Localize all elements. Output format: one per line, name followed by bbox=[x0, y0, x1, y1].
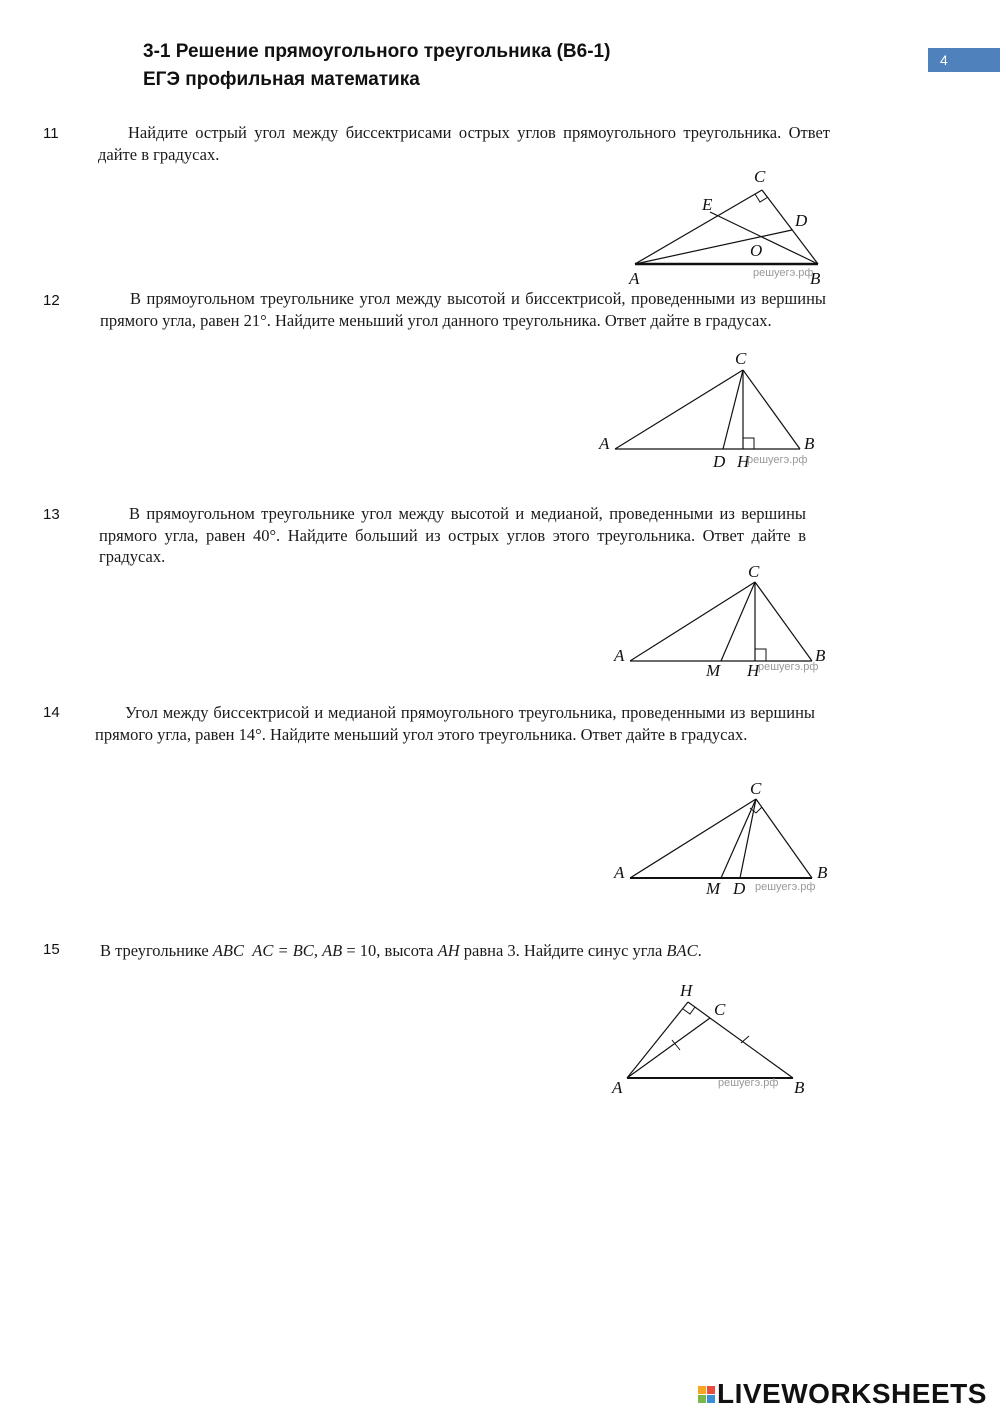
label-h: H bbox=[737, 452, 750, 471]
label-c: C bbox=[754, 167, 766, 186]
t15-part: , bbox=[313, 941, 323, 960]
task-14-figure bbox=[600, 775, 840, 905]
label-a: A bbox=[599, 434, 610, 453]
bisector-ad bbox=[635, 230, 792, 264]
right-angle-mark bbox=[743, 438, 754, 449]
page-number-badge: 4 bbox=[928, 48, 1000, 72]
label-c: C bbox=[750, 779, 762, 798]
label-a: A bbox=[614, 863, 625, 882]
label-m: M bbox=[706, 879, 721, 898]
watermark: решуегэ.рф bbox=[753, 267, 814, 279]
tick-cb bbox=[741, 1036, 749, 1043]
side-ac bbox=[630, 582, 755, 661]
side-cb bbox=[756, 799, 812, 878]
task-14-text-content: Угол между биссектрисой и медианой прямоугольного треугольника, проведенными из вершины прямого угла, равен 14°. Найдите меньший угол этого треугольника. Ответ дайте в градусах. bbox=[95, 703, 815, 744]
label-h: H bbox=[680, 981, 693, 1000]
task-12-figure bbox=[595, 345, 835, 475]
task-11-text-content: Найдите острый угол между биссектрисами острых углов прямоугольного треугольника. Ответ дайте в градусах. bbox=[98, 123, 830, 164]
logo-square bbox=[698, 1386, 706, 1394]
bisector-cd bbox=[723, 370, 743, 449]
side-cb bbox=[762, 190, 818, 264]
logo-square bbox=[707, 1395, 715, 1403]
logo-mark-icon bbox=[698, 1386, 715, 1403]
t15-bac: BAC bbox=[666, 941, 698, 960]
t15-part bbox=[244, 941, 252, 960]
extension-hc bbox=[688, 1002, 710, 1018]
task-13-text bbox=[99, 503, 806, 568]
task-15-number: 15 bbox=[43, 941, 60, 958]
label-o: O bbox=[750, 241, 763, 260]
t15-part: равна 3. Найдите синус угла bbox=[459, 941, 667, 960]
task-11-figure bbox=[600, 160, 840, 290]
label-d: D bbox=[713, 452, 726, 471]
watermark: решуегэ.рф bbox=[758, 661, 819, 673]
side-ac bbox=[635, 190, 762, 264]
t15-abc: ABC bbox=[212, 941, 244, 960]
side-ac bbox=[615, 370, 743, 449]
task-15-figure bbox=[600, 970, 840, 1110]
label-h: H bbox=[747, 661, 760, 680]
side-cb bbox=[743, 370, 800, 449]
median-cm bbox=[721, 582, 755, 661]
side-ac bbox=[630, 799, 756, 878]
t15-part: В треугольнике bbox=[100, 941, 213, 960]
label-a: A bbox=[629, 269, 640, 288]
logo-square bbox=[707, 1386, 715, 1394]
label-a: A bbox=[612, 1078, 623, 1097]
label-a: A bbox=[614, 646, 625, 665]
page-title bbox=[143, 38, 610, 94]
watermark: решуегэ.рф bbox=[755, 881, 816, 893]
label-b: B bbox=[810, 269, 821, 288]
right-angle-mark bbox=[755, 649, 766, 661]
label-d: D bbox=[795, 211, 808, 230]
task-13-figure bbox=[600, 560, 840, 690]
title-line-1: 3-1 Решение прямоугольного треугольника (В6-1) bbox=[143, 41, 611, 62]
label-c: C bbox=[748, 562, 760, 581]
right-angle-mark bbox=[683, 1007, 695, 1014]
task-12-text bbox=[100, 288, 826, 331]
label-d: D bbox=[733, 879, 746, 898]
t15-part: . bbox=[697, 941, 702, 960]
label-c: C bbox=[735, 349, 747, 368]
label-b: B bbox=[815, 646, 826, 665]
task-11-number: 11 bbox=[43, 125, 59, 142]
task-13-text-content: В прямоугольном треугольнике угол между высотой и медианой, проведенными из вершины прямого угла, равен 40°. Найдите больший из острых углов этого треугольника. Ответ дайте в градусах. bbox=[99, 504, 806, 566]
watermark: решуегэ.рф bbox=[747, 454, 808, 466]
task-14-text bbox=[95, 702, 815, 745]
title-line-2: ЕГЭ профильная математика bbox=[143, 69, 420, 90]
t15-ac-bc: AC = BC bbox=[252, 941, 314, 960]
label-e: E bbox=[702, 195, 713, 214]
watermark: решуегэ.рф bbox=[718, 1077, 779, 1089]
task-11-text bbox=[98, 122, 830, 165]
label-b: B bbox=[804, 434, 815, 453]
logo-text: LIVEWORKSHEETS bbox=[717, 1378, 987, 1409]
side-cb bbox=[710, 1018, 793, 1078]
logo-square bbox=[698, 1395, 706, 1403]
task-12-number: 12 bbox=[43, 292, 60, 309]
liveworksheets-logo[interactable] bbox=[698, 1377, 987, 1411]
task-12-text-content: В прямоугольном треугольнике угол между высотой и биссектрисой, проведенными из вершины прямого угла, равен 21°. Найдите меньший угол данного треугольника. Ответ дайте в градусах. bbox=[100, 289, 826, 330]
label-m: M bbox=[706, 661, 721, 680]
task-15-text bbox=[100, 940, 840, 962]
label-b: B bbox=[794, 1078, 805, 1097]
t15-ah: AH bbox=[437, 941, 460, 960]
task-14-number: 14 bbox=[43, 704, 60, 721]
label-b: B bbox=[817, 863, 828, 882]
median-cm bbox=[721, 799, 756, 878]
t15-ab: AB bbox=[322, 941, 343, 960]
label-c: C bbox=[714, 1000, 726, 1019]
t15-part: = 10, высота bbox=[342, 941, 438, 960]
task-13-number: 13 bbox=[43, 506, 60, 523]
